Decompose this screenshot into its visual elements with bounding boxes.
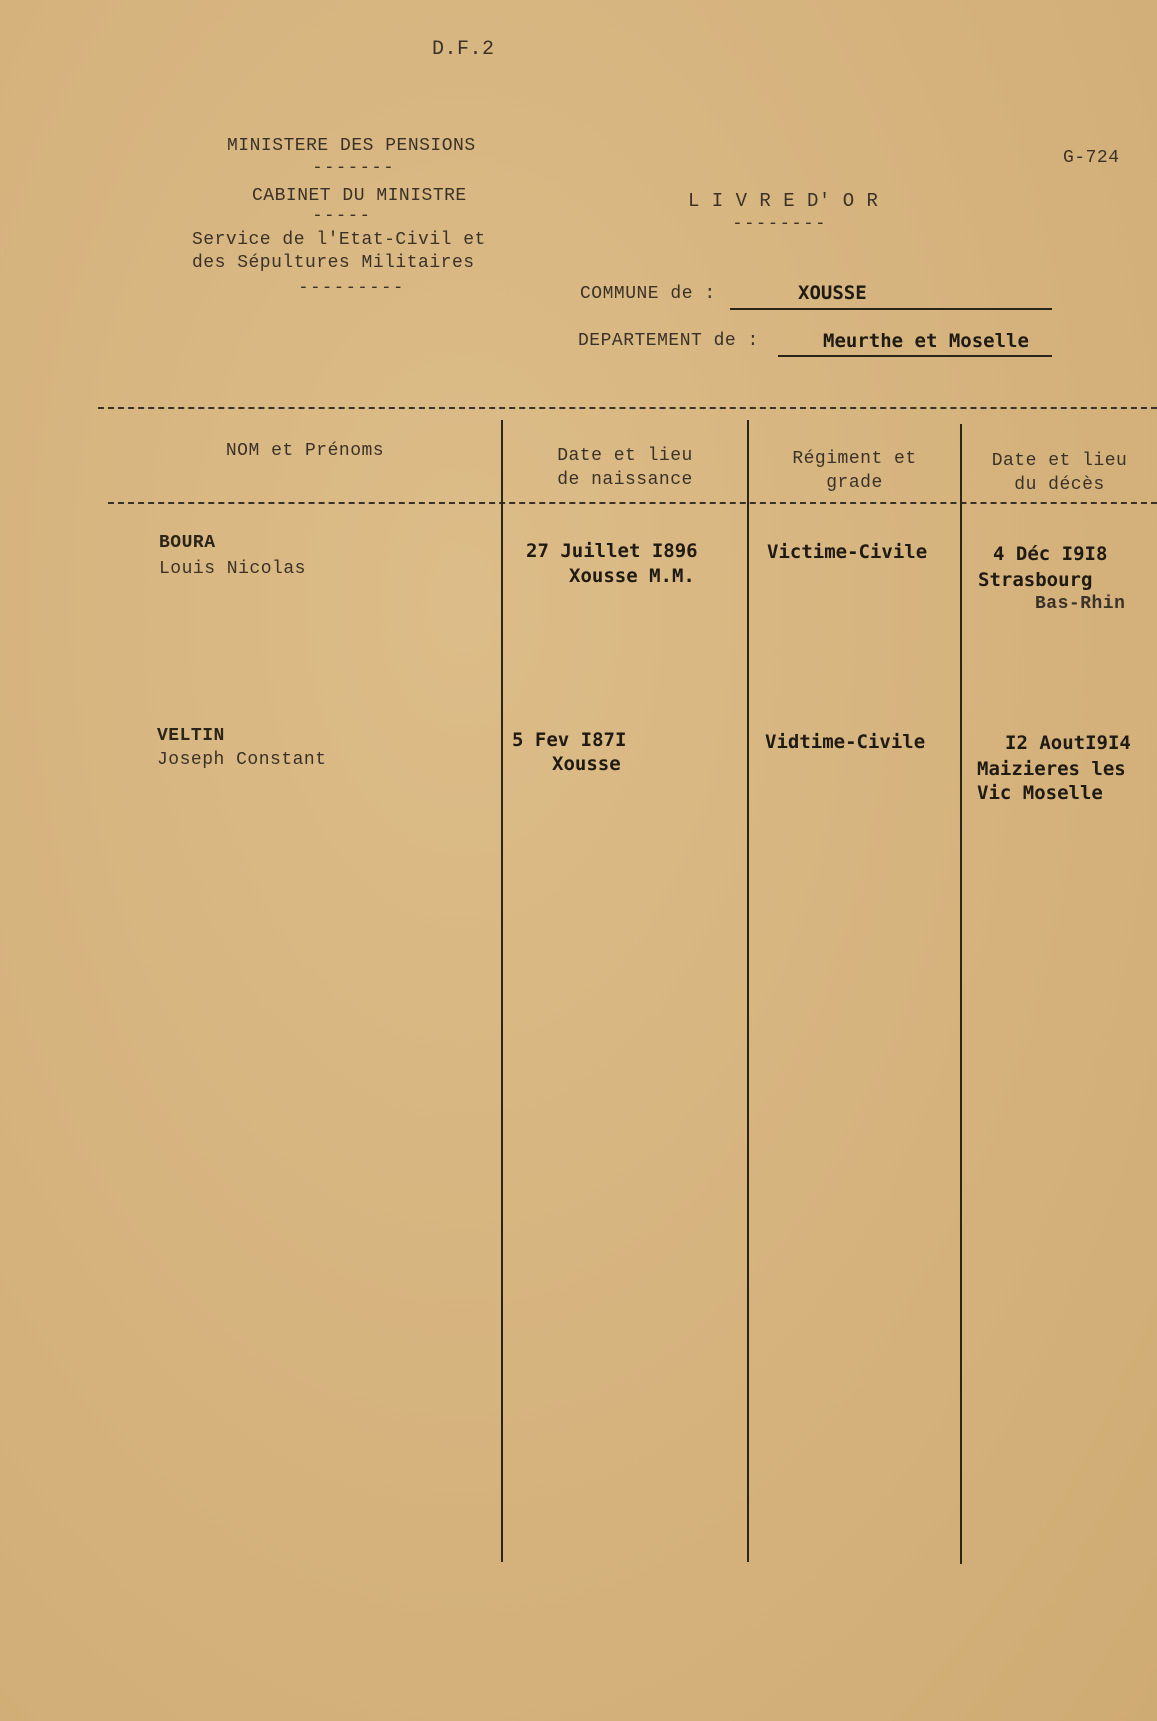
service-line-2: des Sépultures Militaires bbox=[192, 253, 475, 273]
row-deces-date: 4 Déc I9I8 bbox=[993, 543, 1108, 565]
column-header-regiment-2: grade bbox=[826, 473, 883, 493]
column-header-regiment-1: Régiment et bbox=[792, 449, 917, 469]
reference-code: G-724 bbox=[1063, 148, 1120, 168]
form-code: D.F.2 bbox=[432, 38, 495, 61]
table-header-rule bbox=[108, 502, 1157, 504]
commune-underline bbox=[730, 308, 1052, 310]
cabinet-rule: ----- bbox=[312, 204, 372, 225]
livre-dor-title: L I V R E D' O R bbox=[688, 190, 879, 212]
table-top-rule bbox=[98, 407, 1157, 409]
departement-label: DEPARTEMENT de : bbox=[578, 331, 759, 351]
row-deces-lieu-2: Vic Moselle bbox=[977, 782, 1103, 804]
row-naissance-date: 5 Fev I87I bbox=[512, 729, 627, 751]
service-line-1: Service de l'Etat-Civil et bbox=[192, 230, 486, 250]
row-prenoms: Louis Nicolas bbox=[159, 559, 306, 579]
column-divider-3 bbox=[960, 424, 962, 1564]
row-deces-lieu-1: Strasbourg bbox=[978, 569, 1093, 591]
departement-underline bbox=[778, 355, 1052, 357]
row-deces-lieu-1: Maizieres les bbox=[977, 758, 1126, 780]
row-naissance-lieu: Xousse M.M. bbox=[569, 565, 695, 587]
column-header-naissance-2: de naissance bbox=[557, 470, 693, 490]
column-divider-1 bbox=[501, 420, 503, 1562]
ministry-name: MINISTERE DES PENSIONS bbox=[227, 136, 476, 156]
row-regiment: Victime-Civile bbox=[767, 541, 928, 563]
row-prenoms: Joseph Constant bbox=[157, 750, 327, 770]
row-naissance-date: 27 Juillet I896 bbox=[526, 540, 698, 562]
column-header-deces-1: Date et lieu bbox=[991, 451, 1128, 471]
service-rule: --------- bbox=[298, 276, 405, 297]
ministry-rule: ------- bbox=[312, 156, 395, 177]
row-nom: VELTIN bbox=[157, 726, 225, 746]
departement-value: Meurthe et Moselle bbox=[823, 330, 1029, 352]
title-rule: -------- bbox=[732, 212, 827, 233]
column-header-naissance-1: Date et lieu bbox=[557, 446, 693, 466]
commune-label: COMMUNE de : bbox=[580, 284, 716, 304]
cabinet-name: CABINET DU MINISTRE bbox=[252, 186, 467, 206]
row-deces-date: I2 AoutI9I4 bbox=[1005, 732, 1131, 754]
row-regiment: Vidtime-Civile bbox=[765, 731, 926, 753]
column-divider-2 bbox=[747, 420, 749, 1562]
column-header-deces-2: du décès bbox=[1014, 475, 1105, 495]
column-header-nom: NOM et Prénoms bbox=[225, 441, 385, 461]
row-deces-lieu-2: Bas-Rhin bbox=[1035, 594, 1126, 614]
row-naissance-lieu: Xousse bbox=[552, 753, 621, 775]
commune-value: XOUSSE bbox=[798, 282, 867, 304]
row-nom: BOURA bbox=[159, 533, 216, 553]
